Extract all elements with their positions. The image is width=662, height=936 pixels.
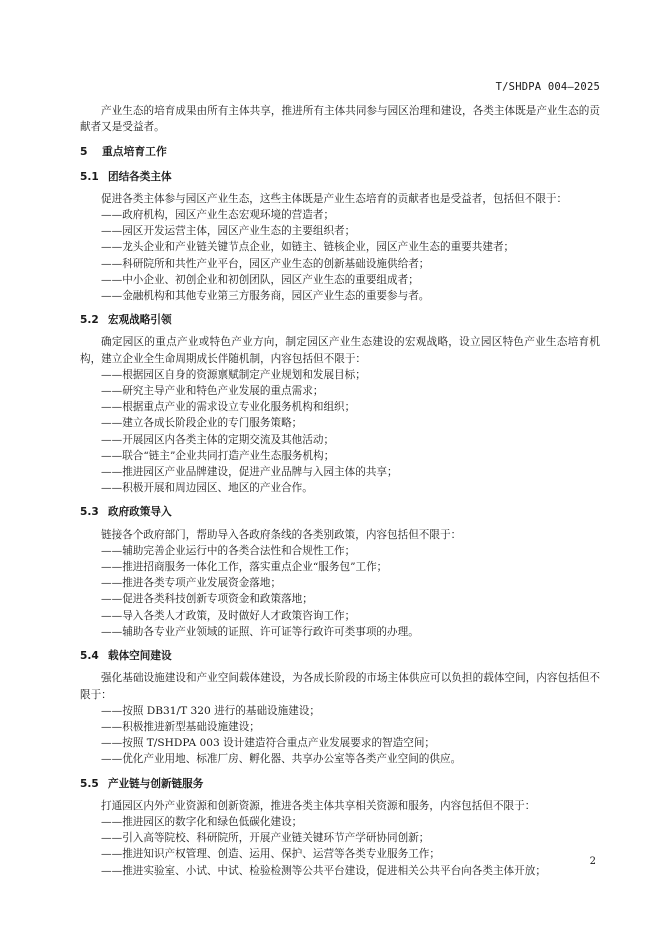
subsection-heading-5-5 (80, 776, 600, 792)
subsection-heading-5-1 (80, 169, 600, 185)
list-item: ——优化产业用地、标准厂房、孵化器、共享办公室等各类产业空间的供应。 (101, 753, 462, 766)
list-item: ——促进各类科技创新专项资金和政策落地； (101, 593, 313, 606)
list-item: ——推进各类专项产业发展资金落地； (101, 577, 282, 590)
list-item: ——推进知识产权管理、创造、运用、保护、运营等各类专业服务工作； (101, 848, 440, 861)
subsection-title: 载体空间建设 (108, 650, 172, 663)
list-item: ——政府机构，园区产业生态宏观环境的营造者； (101, 209, 335, 222)
subsection-number: 5.1 (80, 170, 99, 183)
list-item: ——龙头企业和产业链关键节点企业，如链主、链核企业，园区产业生态的重要共建者； (101, 241, 515, 254)
document-code: T/SHDPA 004—2025 (495, 81, 600, 93)
subsection-number: 5.5 (80, 777, 99, 790)
list-item: ——园区开发运营主体，园区产业生态的主要组织者； (101, 225, 356, 238)
intro-paragraph: 产业生态的培育成果由所有主体共享，推进所有主体共同参与园区治理和建设，各类主体既是产业生态的贡献者又是受益者。 (80, 105, 600, 134)
document-body (80, 103, 600, 879)
subsection-lead: 确定园区的重点产业或特色产业方向，制定园区产业生态建设的宏观战略，设立园区特色产业生态培育机构，建立企业全生命周期成长伴随机制，内容包括但不限于： (80, 336, 600, 365)
subsection-lead: 强化基础设施建设和产业空间载体建设，为各成长阶段的市场主体供应可以负担的载体空间，内容包括但不限于： (80, 672, 600, 701)
list-item: ——根据重点产业的需求设立专业化服务机构和组织； (101, 401, 356, 414)
subsection-number: 5.3 (80, 506, 99, 519)
list-item: ——推进招商服务一体化工作，落实重点企业“服务包”工作； (101, 561, 388, 574)
list-item: ——建立各成长阶段企业的专门服务策略； (101, 417, 303, 430)
section-heading-5 (80, 144, 600, 160)
list-item: ——推进园区产业品牌建设，促进产业品牌与入园主体的共享； (101, 466, 398, 479)
list-item: ——科研院所和共性产业平台，园区产业生态的创新基础设施供给者； (101, 257, 430, 270)
list-item: ——积极开展和周边园区、地区的产业合作。 (101, 482, 313, 495)
list-item: ——辅助完善企业运行中的各类合法性和合规性工作； (101, 544, 356, 557)
subsection-lead: 打通园区内外产业资源和创新资源，推进各类主体共享相关资源和服务，内容包括但不限于： (101, 799, 536, 812)
list-item: ——中小企业、初创企业和初创团队，园区产业生态的重要组成者； (101, 273, 419, 286)
list-item: ——推进实验室、小试、中试、检验检测等公共平台建设，促进相关公共平台向各类主体开放； (101, 864, 546, 877)
list-item: ——开展园区内各类主体的定期交流及其他活动； (101, 433, 335, 446)
subsection-heading-5-2 (80, 312, 600, 328)
list-item: ——根据园区自身的资源禀赋制定产业规划和发展目标； (101, 368, 366, 381)
list-item: ——联合“链主”企业共同打造产业生态服务机构； (101, 449, 335, 462)
subsection-number: 5.4 (80, 650, 99, 663)
section-number: 5 (80, 145, 88, 159)
list-item: ——按照 DB31/T 320 进行的基础设施建设； (101, 704, 321, 717)
list-item: ——积极推进新型基础设施建设； (101, 720, 260, 733)
page-number: 2 (589, 856, 596, 867)
subsection-lead: 链接各个政府部门，帮助导入各政府条线的各类别政策，内容包括但不限于： (101, 528, 462, 541)
subsection-title: 产业链与创新链服务 (108, 777, 204, 790)
list-item: ——推进园区的数字化和绿色低碳化建设； (101, 815, 303, 828)
section-title: 重点培育工作 (102, 145, 167, 159)
subsection-lead: 促进各类主体参与园区产业生态，这些主体既是产业生态培育的贡献者也是受益者，包括但不限于： (101, 192, 568, 205)
list-item: ——按照 T/SHDPA 003 设计建造符合重点产业发展要求的智造空间； (101, 737, 436, 750)
list-item: ——导入各类人才政策，及时做好人才政策咨询工作； (101, 609, 356, 622)
list-item: ——引入高等院校、科研院所，开展产业链关键环节产学研协同创新； (101, 832, 430, 845)
subsection-heading-5-3 (80, 504, 600, 520)
subsection-title: 政府政策导入 (108, 506, 172, 519)
list-item: ——金融机构和其他专业第三方服务商，园区产业生态的重要参与者。 (101, 290, 430, 303)
list-item: ——辅助各专业产业领域的证照、许可证等行政许可类事项的办理。 (101, 625, 419, 638)
subsection-number: 5.2 (80, 314, 99, 327)
subsection-title: 团结各类主体 (108, 170, 172, 183)
list-item: ——研究主导产业和特色产业发展的重点需求； (101, 385, 324, 398)
subsection-heading-5-4 (80, 648, 600, 664)
subsection-title: 宏观战略引领 (108, 314, 172, 327)
